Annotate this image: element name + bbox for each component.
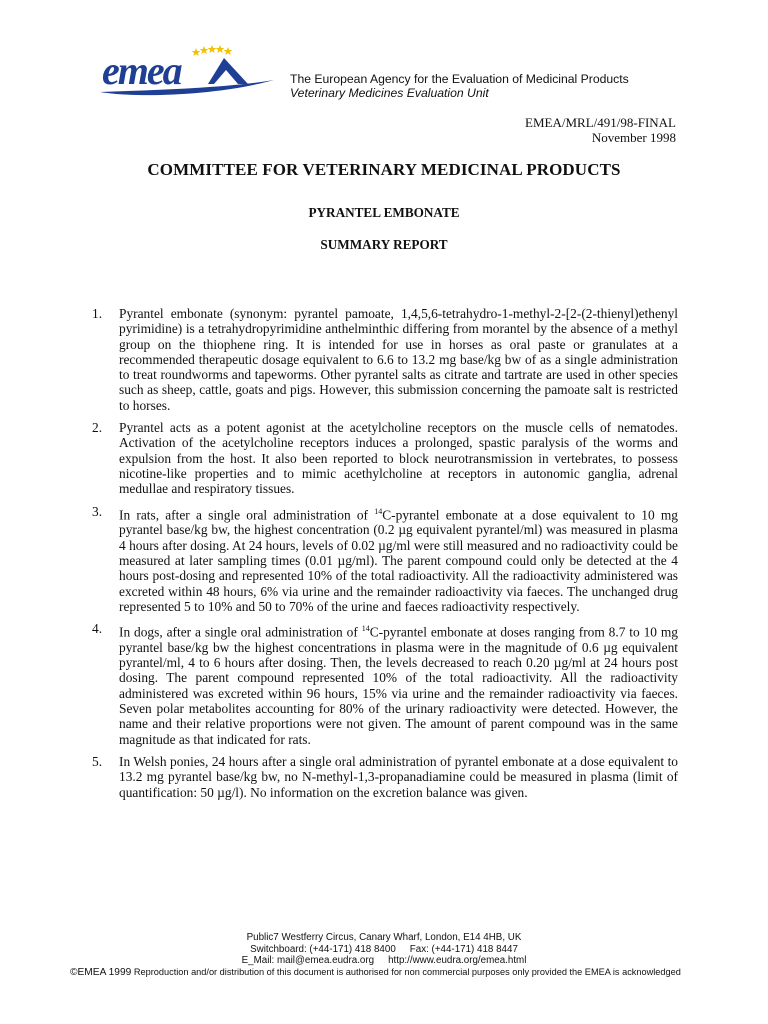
agency-block [290,72,629,100]
paragraph-text [119,504,678,615]
paragraph-text: Pyrantel embonate (synonym: pyrantel pamoate, 1,4,5,6-tetrahydro-1-methyl-2-[2-(2-thienyl)ethenyl pyrimidine) is a tetrahydropyrimidine anthelminthic differing from morantel by the absence of a methyl group on the thiophene ring. It is intended for use in horses as oral paste or granulates at a recommended therapeutic dosage equivalent to 6.6 to 13.2 mg base/kg bw of as a single administration to treat roundworms and tapeworms. Other pyrantel salts as citrate and tartrate are used in other species such as sheep, cattle, goats and pigs. However, this submission concerning the pamoate salt is restricted to horses. [119,306,678,413]
paragraph-number: 5. [92,753,103,769]
document-reference [525,115,676,145]
paragraph-1 [92,306,678,413]
paragraph-number: 4. [92,621,103,637]
emea-logo [96,40,276,100]
substance-title: PYRANTEL EMBONATE [308,205,460,220]
footer-website[interactable]: http://www.eudra.org/emea.html [388,955,527,966]
paragraph-number: 2. [92,420,103,436]
footer-web-line [0,955,768,967]
isotope-superscript: 14 [361,624,370,634]
doc-ref-number: EMEA/MRL/491/98-FINAL [525,115,676,130]
star-icon [208,45,217,53]
paragraph-number: 3. [92,503,103,519]
doc-date: November 1998 [591,130,676,145]
paragraph-text-body: C-pyrantel embonate at a dose equivalent to 10 mg pyrantel base/kg bw, the highest concentration (0.2 µg equivalent pyrantel/ml) was measured in plasma 4 hours after dosing. At 24 hours, levels of 0.02 µg/ml were still measured and no radioactivity could be measured at later sampling times (0.01 µg/ml). The parent compound could only be detected at the 4 hours post-dosing and represented 10% of the total radioactivity. All the radioactivity administered was excreted within 48 hours, 6% via urine and the remainder radioactivity via faeces. The unchanged drug represented 5 to 10% and 50 to 70% of the urine and faeces radioactivity respectively. [119,507,678,614]
copyright-text: Reproduction and/or distribution of this document is authorised for non commercial purposes only provided the EMEA is acknowledged [131,967,681,977]
footer-address: Public7 Westferry Circus, Canary Wharf, London, E14 4HB, UK [246,932,522,943]
star-icon [200,46,209,54]
logo-wordmark: emea [102,48,181,93]
agency-unit: Veterinary Medicines Evaluation Unit [290,86,489,100]
committee-title: COMMITTEE FOR VETERINARY MEDICINAL PRODUCTS [147,160,621,179]
agency-name: The European Agency for the Evaluation of Medicinal Products [290,72,629,86]
logo-stars [192,45,233,56]
paragraph-2 [92,420,678,496]
footer-contact [0,932,768,967]
star-icon [216,45,225,53]
paragraph-text-lead: In dogs, after a single oral administration of [119,624,362,640]
paragraph-3 [92,504,678,615]
paragraph-5 [92,754,678,800]
logo-a-mark [208,58,248,84]
star-icon [224,47,233,55]
footer-email[interactable]: E_Mail: mail@emea.eudra.org [241,955,375,966]
footer-switchboard: Switchboard: (+44-171) 418 8400 [250,943,396,955]
paragraph-text-lead: In rats, after a single oral administration of [119,507,375,523]
isotope-superscript: 14 [374,506,383,516]
paragraph-text: In Welsh ponies, 24 hours after a single oral administration of pyrantel embonate at a dose equivalent to 13.2 mg pyrantel base/kg bw, no N-methyl-1,3-propanadiamine could be measured in plasma (limit of quantification: 50 µg/l). No information on the excretion balance was given. [119,753,678,800]
footer-fax: Fax: (+44-171) 418 8447 [409,943,518,955]
paragraph-text-body: C-pyrantel embonate at doses ranging from 8.7 to 10 mg pyrantel base/kg bw the highest concentrations in plasma were in the magnitude of 0.6 µg equivalent pyrantel/ml, 4 to 6 hours after dosing. Then, the levels decreased to reach 0.20 µg/ml at 24 hours post dosing. The parent compound represented 10% of the total radioactivity. All the radioactivity administered was excreted within 96 hours, 15% via urine and the remainder radioactivity via faeces. Seven polar metabolites accounting for 80% of the urinary radioactivity were detected. However, the name and their relative proportions were not given. The amount of parent compound was in the same magnitude as that indicated for rats. [119,624,678,747]
copyright-notice [70,967,768,978]
paragraph-4 [92,621,678,747]
copyright-mark: ©EMEA 1999 [70,967,132,978]
paragraph-text [119,621,678,747]
summary-paragraphs [92,306,678,807]
paragraph-text: Pyrantel acts as a potent agonist at the acetylcholine receptors on the muscle cells of nematodes. Activation of the acetylcholine receptors induces a prolonged, spastic paralysis of the worms and expulsion from the host. It also been reported to block neurotransmission in vertebrates, to possess nicotine-like properties and to mimic acethylcholine at receptors in autonomic ganglia, adrenal medullae and respiratory tissues. [119,420,678,497]
paragraph-number: 1. [92,306,103,321]
star-icon [192,48,201,56]
report-title: SUMMARY REPORT [320,237,448,252]
footer-phone-line [0,944,768,956]
